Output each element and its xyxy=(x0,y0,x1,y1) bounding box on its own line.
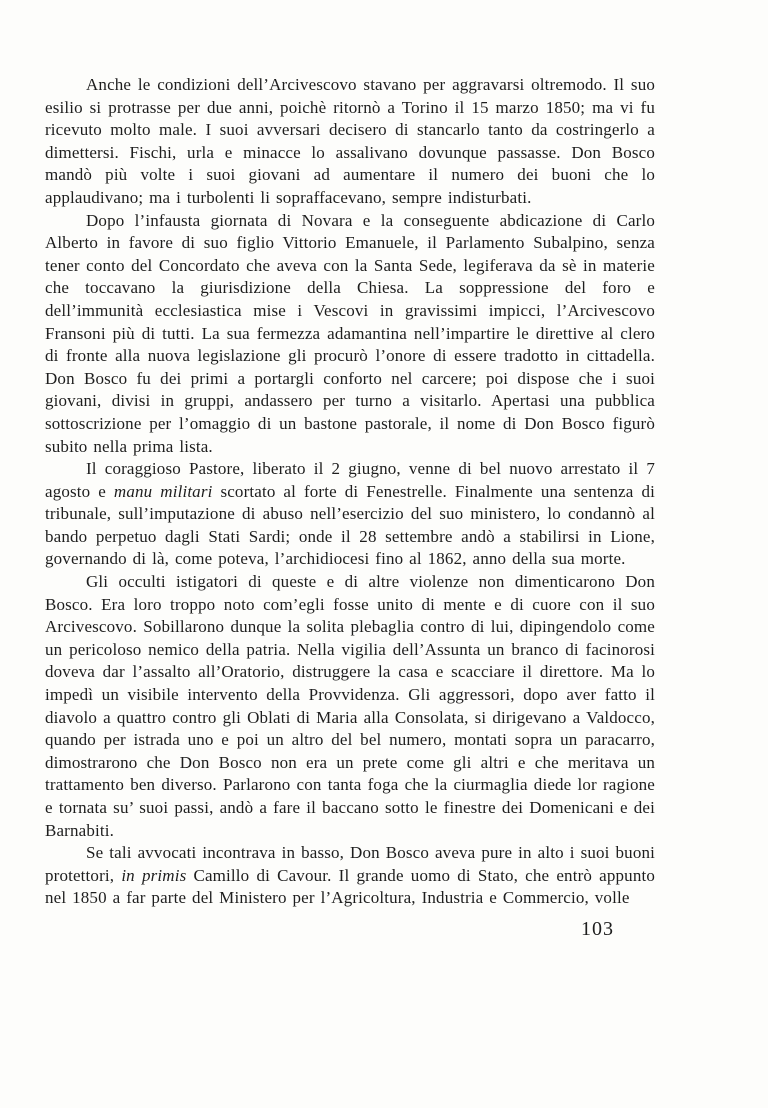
text-segment: Se tali avvocati incontrava in basso, Don Bosco aveva pure in alto i suoi buoni protettori, xyxy=(45,843,655,885)
paragraph xyxy=(45,842,655,910)
text-segment: Il coraggioso Pastore, liberato il 2 giugno, venne di bel nuovo arrestato il 7 agosto e xyxy=(45,459,655,501)
text-segment: Camillo di Cavour. Il grande uomo di Stato, che entrò appunto nel 1850 a far parte del Ministero per l’Agricoltura, Industria e Commercio, volle xyxy=(45,865,656,908)
text-segment: Dopo l’infausta giornata di Novara e la conseguente abdicazione di Carlo Alberto in favore di suo figlio Vittorio Emanuele, il Parlamento Subalpino, senza tener conto del Concordato che aveva con la Santa Sede, legiferava da sè in materie che toccavano la giurisdizione della Chiesa. La soppressione del foro e dell’immunità ecclesiastica mise i Vescovi in gravissimi impicci, l’Arcivescovo Fransoni più di tutti. La sua fermezza adamantina nell’impartire le direttive al clero di fronte alla nuova legislazione gli procurò l’onore di essere tradotto in cittadella. Don Bosco fu dei primi a portargli conforto nel carcere; poi dispose che i suoi giovani, divisi in gruppi, andassero per turno a visitarlo. Apertasi una pubblica sottoscrizione per l’omaggio di un bastone pastorale, il nome di Don Bosco figurò subito nella prima lista. xyxy=(45,210,655,456)
italic-phrase: manu militari xyxy=(113,481,213,501)
page-number: 103 xyxy=(581,918,614,940)
text-segment: Anche le condizioni dell’Arcivescovo stavano per aggravarsi oltremodo. Il suo esilio si protrasse per due anni, poichè ritornò a Torino il 15 marzo 1850; ma vi fu ricevuto molto male. I suoi avversari decisero di stancarlo tanto da costringerlo a dimettersi. Fischi, urla e minacce lo assalivano dovunque passasse. Don Bosco mandò più volte i suoi giovani ad aumentare il numero dei buoni che lo applaudivano; ma i turbolenti li sopraffacevano, sempre indisturbati. xyxy=(45,75,655,207)
paragraph xyxy=(45,74,655,210)
italic-phrase: in primis xyxy=(121,865,187,885)
paragraph xyxy=(45,210,655,459)
paragraph xyxy=(45,458,655,571)
text-segment: scortato al forte di Fenestrelle. Finalmente una sentenza di tribunale, sull’imputazione di abuso nell’esercizio del suo ministero, lo condannò al bando perpetuo dagli Stati Sardi; onde il 28 settembre andò a stabilirsi in Lione, governando di là, come poteva, l’archidiocesi fino al 1862, anno della sua morte. xyxy=(45,481,655,569)
text-segment: Gli occulti istigatori di queste e di altre violenze non dimenticarono Don Bosco. Era loro troppo noto com’egli fosse unito di mente e di cuore con il suo Arcivescovo. Sobillarono dunque la solita plebaglia contro di lui, dipingendolo come un pericoloso nemico della patria. Nella vigilia dell’Assunta un branco di facinorosi doveva dar l’assalto all’Oratorio, distruggere la casa e scacciare il direttore. Ma lo impedì un visibile intervento della Provvidenza. Gli aggressori, dopo aver fatto il diavolo a quattro contro gli Oblati di Maria alla Consolata, si dirigevano a Valdocco, quando per istrada uno e poi un altro del bel numero, montati sopra un paracarro, dimostrarono che Don Bosco non era un prete come gli altri e che meritava un trattamento ben diverso. Parlarono con tanta foga che la ciurmaglia diede lor ragione e tornata su’ suoi passi, andò a fare il baccano sotto le finestre dei Domenicani e dei Barnabiti. xyxy=(45,572,655,840)
text-block xyxy=(45,74,655,910)
paragraph xyxy=(45,571,655,842)
